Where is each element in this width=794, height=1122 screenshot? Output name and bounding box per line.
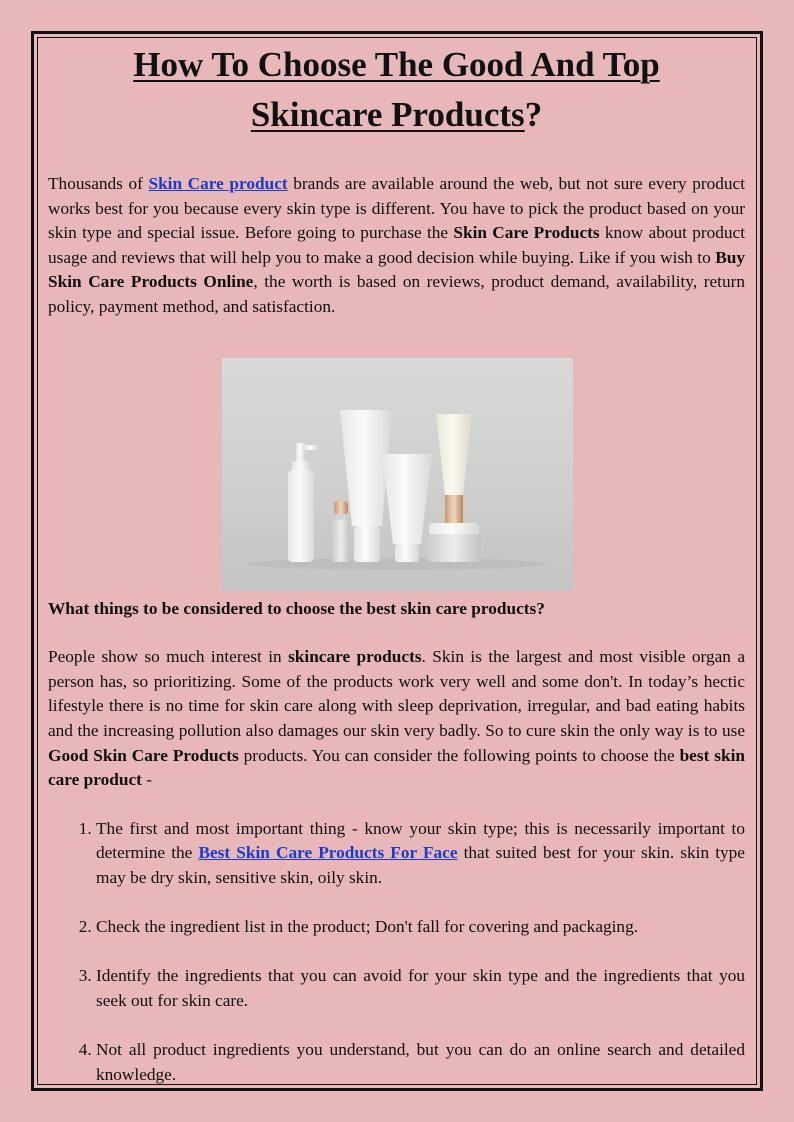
page-title <box>48 40 745 140</box>
title-line-2: Skincare Products <box>250 95 525 134</box>
intro-text-1: Thousands of <box>48 174 149 193</box>
title-line-1: How To Choose The Good And Top <box>133 45 660 84</box>
list-item-1-text-2: that suited best for your skin. skin type may be dry skin, sensitive skin, oily skin. <box>96 843 745 887</box>
intro-paragraph <box>48 172 745 320</box>
list-item: 2. Check the ingredient list in the product; Don't fall for covering and packaging. <box>96 915 745 940</box>
para2-bold-3: best skin care product <box>48 745 745 790</box>
intro-text-3: know about product usage and reviews that will help you to make a good decision while buying. Like if you wish to <box>48 223 746 267</box>
para2-bold-1: skincare products <box>288 647 422 667</box>
list-item-1-text-1: The first and most important thing - know your skin type; this is necessarily important to determine the <box>96 818 745 863</box>
document-content <box>48 40 745 1087</box>
body-paragraph <box>48 645 745 793</box>
tips-list <box>48 817 745 1088</box>
para2-text-1: People show so much interest in <box>48 647 289 667</box>
list-item: 4. Not all product ingredients you understand, but you can do an online search and detailed knowledge. <box>96 1038 745 1087</box>
para2-text-4: - <box>141 770 152 790</box>
list-item: 3. Identify the ingredients that you can avoid for your skin type and the ingredients that you seek out for skin care. <box>96 964 745 1013</box>
list-item <box>96 817 745 891</box>
skincare-products-image <box>222 358 573 591</box>
title-question-mark: ? <box>524 95 543 134</box>
best-skin-care-face-link[interactable]: Best Skin Care Products For Face <box>198 843 458 863</box>
section-subheading: What things to be considered to choose the best skin care products? <box>48 598 545 618</box>
para2-text-2: . Skin is the largest and most visible organ a person has, so prioritizing. Some of the products work very well and some don't. In today’s hectic lifestyle there is no time for skin care along with sleep deprivation, irregular, and bad eating habits and the increasing pollution also damages our skin very badly. So to cure skin the only way is to use <box>48 647 745 740</box>
intro-bold-2: Buy Skin Care Products Online <box>48 247 745 292</box>
skincare-bottles-illustration <box>222 358 573 591</box>
intro-text-2: brands are available around the web, but not sure every product works best for you because every skin type is different. You have to pick the product based on your skin type and special issue. Before going to purchase the <box>48 174 745 243</box>
para2-bold-2: Good Skin Care Products <box>48 745 239 765</box>
intro-text-4: , the worth is based on reviews, product demand, availability, return policy, payment method, and satisfaction. <box>48 272 746 316</box>
para2-text-3: products. You can consider the following points to choose the <box>238 745 680 765</box>
intro-bold-1: Skin Care Products <box>453 223 600 243</box>
skin-care-product-link[interactable]: Skin Care product <box>148 174 288 193</box>
